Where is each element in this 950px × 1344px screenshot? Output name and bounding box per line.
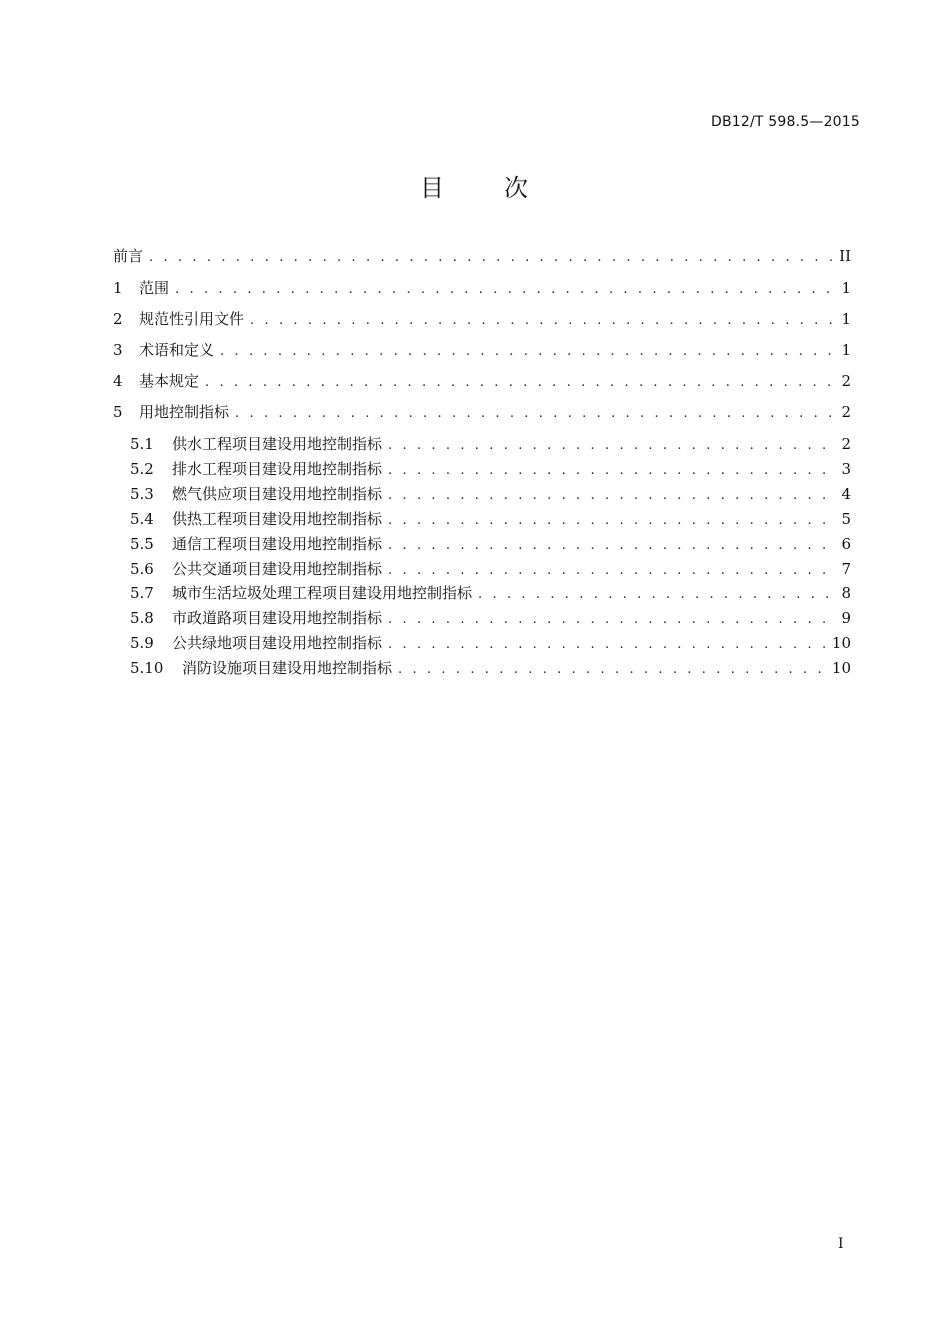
toc-page-number: 1 (841, 310, 851, 328)
toc-entry-3[interactable] (113, 339, 851, 361)
title-char-1: 目 (420, 174, 446, 202)
toc-label: 供热工程项目建设用地控制指标 (172, 510, 383, 528)
toc-page-number: 8 (841, 584, 851, 602)
document-code: DB12/T 598.5—2015 (710, 114, 860, 130)
toc-page-number: 5 (841, 510, 851, 528)
toc-number: 5.3 (130, 485, 154, 503)
toc-leader (235, 403, 833, 425)
toc-leader (250, 310, 833, 332)
toc-number: 5 (113, 403, 123, 421)
toc-leader (388, 609, 833, 631)
toc-entry-2[interactable] (113, 308, 851, 330)
toc-leader (388, 560, 833, 582)
toc-label: 燃气供应项目建设用地控制指标 (172, 485, 383, 503)
toc-number: 5.8 (130, 609, 154, 627)
toc-number: 5.6 (130, 560, 154, 578)
toc-leader (388, 460, 833, 482)
toc-number: 5.7 (130, 584, 154, 602)
toc-page-number: 2 (841, 403, 851, 421)
toc-leader (478, 584, 833, 606)
toc-entry-5-7[interactable] (130, 582, 851, 604)
toc-entry-5-10[interactable] (130, 657, 851, 679)
toc-page-number: 10 (831, 634, 851, 652)
toc-leader (205, 372, 833, 394)
toc-entry-foreword[interactable] (113, 245, 851, 267)
page-folio: I (838, 1236, 844, 1252)
toc-number: 3 (113, 341, 123, 359)
toc-label: 公共交通项目建设用地控制指标 (172, 560, 383, 578)
toc-page-number: 7 (841, 560, 851, 578)
toc-page-number: 1 (841, 341, 851, 359)
toc-number: 5.10 (130, 659, 164, 677)
toc-entry-5-4[interactable] (130, 508, 851, 530)
toc-leader (388, 510, 833, 532)
toc-entry-5-9[interactable] (130, 632, 851, 654)
toc-number: 5.5 (130, 535, 154, 553)
toc-label: 基本规定 (139, 372, 200, 390)
toc-label: 排水工程项目建设用地控制指标 (172, 460, 383, 478)
toc-label: 供水工程项目建设用地控制指标 (172, 435, 383, 453)
toc-leader (388, 485, 833, 507)
toc-page-number: 2 (841, 372, 851, 390)
toc-entry-4[interactable] (113, 370, 851, 392)
toc-entry-5-5[interactable] (130, 533, 851, 555)
toc-number: 4 (113, 372, 123, 390)
toc-number: 5.4 (130, 510, 154, 528)
toc-leader (388, 435, 833, 457)
toc-page-number: 6 (841, 535, 851, 553)
toc-number: 5.1 (130, 435, 154, 453)
toc-leader (149, 247, 833, 269)
toc-label: 规范性引用文件 (139, 310, 245, 328)
toc-entry-1[interactable] (113, 277, 851, 299)
toc-entry-5-6[interactable] (130, 558, 851, 580)
toc-label: 术语和定义 (139, 341, 215, 359)
toc-page-number: 9 (841, 609, 851, 627)
toc-page-number: 3 (841, 460, 851, 478)
toc-label: 范围 (139, 279, 170, 297)
toc-number: 5.2 (130, 460, 154, 478)
toc-page-number: 1 (841, 279, 851, 297)
toc-number: 5.9 (130, 634, 154, 652)
toc-leader (220, 341, 833, 363)
toc-label: 通信工程项目建设用地控制指标 (172, 535, 383, 553)
toc-entry-5-2[interactable] (130, 458, 851, 480)
title-char-2: 次 (504, 174, 530, 202)
toc-leader (388, 535, 833, 557)
toc-entry-5-8[interactable] (130, 607, 851, 629)
toc-page-number: 2 (841, 435, 851, 453)
toc-leader (388, 634, 826, 656)
page-title (0, 168, 950, 203)
toc-leader (398, 659, 826, 681)
toc-number: 2 (113, 310, 123, 328)
toc-page-number: II (839, 247, 851, 265)
toc-label: 消防设施项目建设用地控制指标 (182, 659, 393, 677)
toc-entry-5[interactable] (113, 401, 851, 423)
toc-page-number: 10 (831, 659, 851, 677)
toc-label: 市政道路项目建设用地控制指标 (172, 609, 383, 627)
toc-leader (175, 279, 833, 301)
toc-label: 用地控制指标 (139, 403, 230, 421)
toc-label: 城市生活垃圾处理工程项目建设用地控制指标 (172, 584, 473, 602)
toc-number: 1 (113, 279, 123, 297)
toc-entry-5-3[interactable] (130, 483, 851, 505)
toc-entry-5-1[interactable] (130, 433, 851, 455)
toc-label: 前言 (113, 247, 144, 265)
toc-page-number: 4 (841, 485, 851, 503)
toc-label: 公共绿地项目建设用地控制指标 (172, 634, 383, 652)
